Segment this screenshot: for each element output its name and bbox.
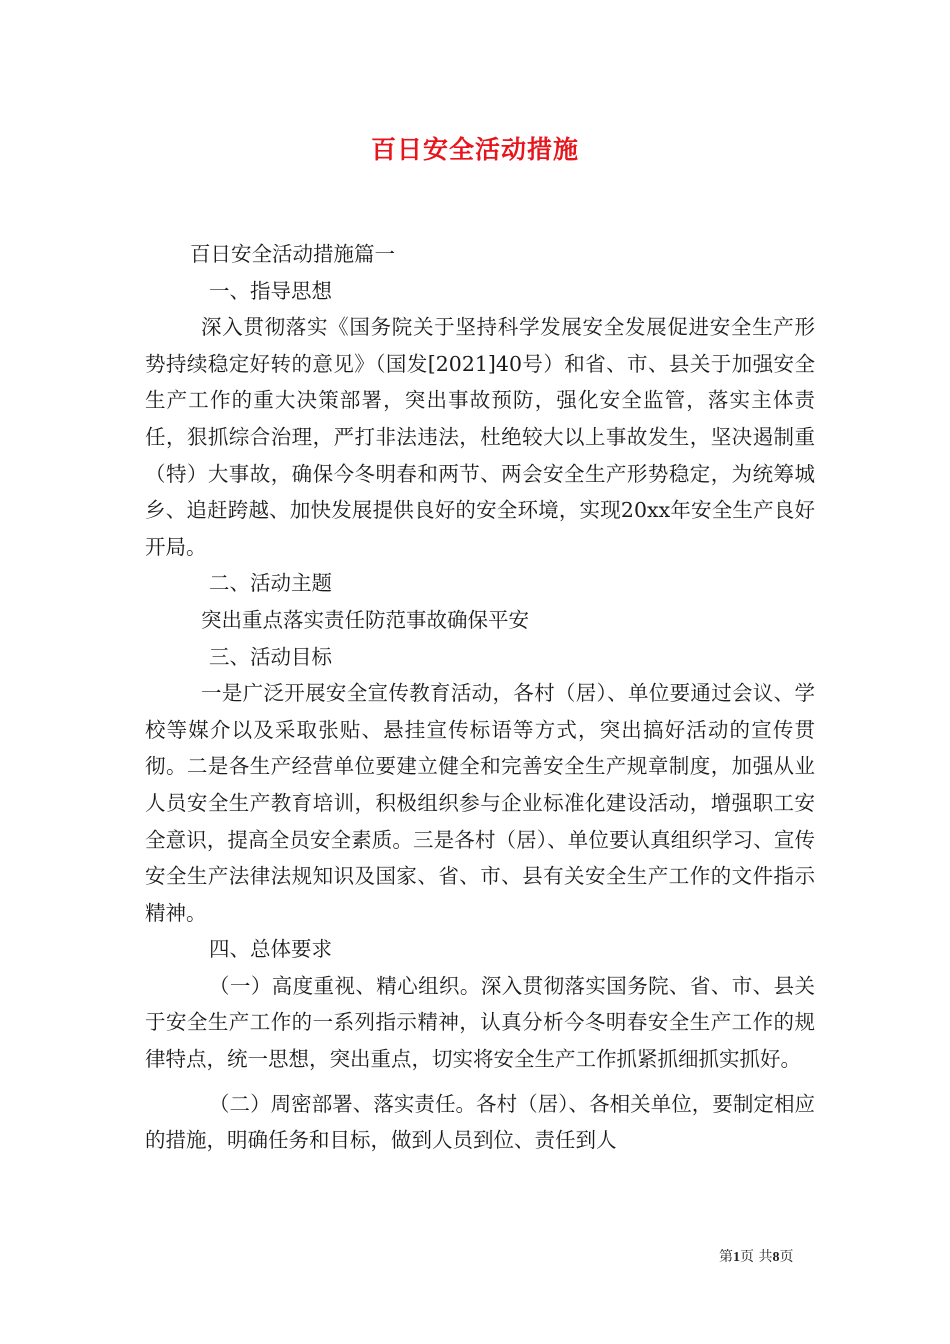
section-heading: 百日安全活动措施篇一 <box>190 242 395 266</box>
heading-activity-goals: 三、活动目标 <box>209 644 332 669</box>
footer-middle: 页 共 <box>740 1249 773 1265</box>
footer-total-pages: 8 <box>772 1250 780 1265</box>
heading-guiding-ideology: 一、指导思想 <box>209 278 332 303</box>
paragraph-requirement-2: （二）周密部署、落实责任。各村（居）、各相关单位，要制定相应的措施，明确任务和目标，做到人员到位、责任到人 <box>145 1091 815 1153</box>
document-body <box>145 236 815 1159</box>
footer-current-page: 1 <box>733 1250 740 1265</box>
footer-prefix: 第 <box>719 1249 733 1265</box>
footer-suffix: 页 <box>779 1249 794 1265</box>
heading-general-requirements: 四、总体要求 <box>209 937 332 962</box>
document-title: 百日安全活动措施 <box>370 135 579 164</box>
paragraph-activity-theme: 突出重点落实责任防范事故确保平安 <box>201 607 529 632</box>
heading-activity-theme: 二、活动主题 <box>209 571 332 596</box>
paragraph-guiding-ideology: 深入贯彻落实《国务院关于坚持科学发展安全发展促进安全生产形势持续稳定好转的意见》（国发[2021]40号）和省、市、县关于加强安全生产工作的重大决策部署，突出事故预防，强化安全监管，落实主体责任，狠抓综合治理，严打非法违法，杜绝较大以上事故发生，坚决遏制重（特）大事故，确保今冬明春和两节、两会安全生产形势稳定，为统筹城乡、追赶跨越、加快发展提供良好的安全环境，实现20xx年安全生产良好开局。 <box>145 315 815 559</box>
page-footer <box>719 1246 793 1266</box>
paragraph-activity-goals: 一是广泛开展安全宣传教育活动，各村（居）、单位要通过会议、学校等媒介以及采取张贴、悬挂宣传标语等方式，突出搞好活动的宣传贯彻。二是各生产经营单位要建立健全和完善安全生产规章制度，加强从业人员安全生产教育培训，积极组织参与企业标准化建设活动，增强职工安全意识，提高全员安全素质。三是各村（居）、单位要认真组织学习、宣传安全生产法律法规知识及国家、省、市、县有关安全生产工作的文件指示精神。 <box>145 681 815 925</box>
paragraph-requirement-1: （一）高度重视、精心组织。深入贯彻落实国务院、省、市、县关于安全生产工作的一系列指示精神，认真分析今冬明春安全生产工作的规律特点，统一思想，突出重点，切实将安全生产工作抓紧抓细抓实抓好。 <box>145 973 815 1072</box>
